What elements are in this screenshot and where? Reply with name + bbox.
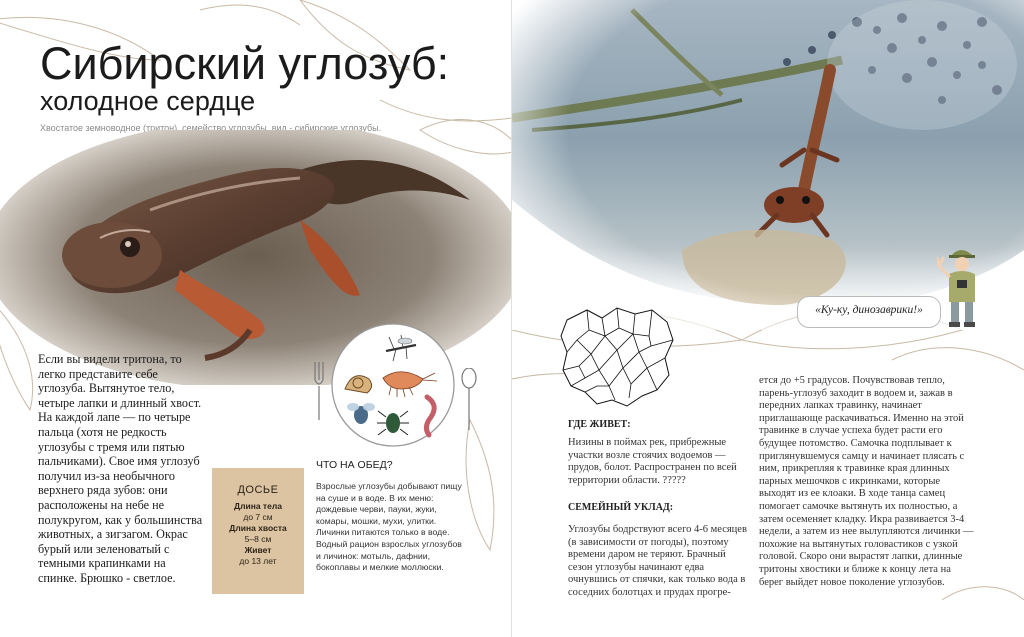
body-length-value: до 7 см [243, 512, 273, 522]
species-classification: Хвостатое земноводное (тритон), семейство углозубы, вид - сибирские углозубы. [40, 123, 382, 133]
family-heading: СЕМЕЙНЫЙ УКЛАД: [568, 502, 674, 513]
family-paragraph-continued: ется до +5 градусов. Почувствовав тепло, парень-углозуб заходит в водоем и, зажав в передних лапках травинку, начинает приглашающе раскачиваться. Именно на этой травинке в случае успеха будет расти его будущее потомство. Самочка подплывает к приглянувшемуся самцу и начинает плясать с ним, прикрепляя к травинке края длинных парных мешочков с икринками, которые выходят из ее клоаки. В ходе танца самец помогает самочке вытянуть их полностью, а затем осеменяет кладку. Икра развивается 3-4 недели, а затем из нее вылупляются личинки — похожие на вытянутых головастиков с узкой головой. Скоро они вырастят лапки, длинные тритоны хвостики и ближе к концу лета на берег выйдет новое поколение углозубов. [759, 375, 974, 588]
lifespan-label: Живет [244, 545, 272, 555]
intro-paragraph: Если вы видели тритона, то легко представите себе углозуба. Вытянутое тело, четыре лапки и длинный хвост. На каждой лапе — по четыре пальца (хотя не редкость углозубы с тремя или пятью пальчиками). Свое имя углозуб получил из-за необычного верхнего ряда зубов: они расположены на небе не полукругом, как у большинства животных, а зигзагом. Окрас бурый или зеленоватый с темными крапинками на спинке. Брюшко - светлое. [38, 352, 203, 585]
spoon-icon [460, 368, 478, 432]
fork-icon [312, 362, 326, 422]
family-paragraph: Углозубы бодрствуют всего 4-6 месяцев (в зависимости от погоды), поэтому времени даром не теряют. Брачный сезон углозубы начинают едва очнувшись от спячки, как только вода в соседних болотцах и прудах прогре- [568, 524, 747, 598]
speech-bubble [797, 296, 941, 328]
plate-illustration [331, 323, 455, 447]
tourist-figure-illustration [937, 244, 987, 330]
page-subtitle: холодное сердце [40, 86, 256, 116]
where-paragraph: Низины в поймах рек, прибрежные участки возле стоячих водоемов — прудов, болот. Распространен по всей территории области. ????? [568, 437, 737, 486]
tail-length-label: Длина хвоста [229, 523, 287, 533]
region-map [557, 300, 677, 410]
tail-length-value: 5–8 см [244, 534, 272, 544]
body-length-label: Длина тела [234, 501, 282, 511]
page-title: Сибирский углозуб: [40, 38, 450, 89]
food-paragraph: Взрослые углозубы добывают пищу на суше и в воде. В их меню: дождевые черви, пауки, жуки, комары, мошки, мухи, улитки. Личинки питаются только в воде. Водный рацион взрослых углозубов и личинок: мотыль, дафнии, бокоплавы и мелкие моллюски. [316, 481, 462, 573]
lifespan-value: до 13 лет [239, 556, 277, 566]
speech-bubble-text: «Ку-ку, динозаврики!» [815, 304, 923, 316]
dossier-heading: ДОСЬЕ [237, 484, 279, 496]
food-heading: ЧТО НА ОБЕД? [316, 459, 393, 471]
right-page [512, 0, 1024, 637]
where-heading: ГДЕ ЖИВЕТ: [568, 419, 631, 430]
dossier-card [212, 468, 304, 594]
